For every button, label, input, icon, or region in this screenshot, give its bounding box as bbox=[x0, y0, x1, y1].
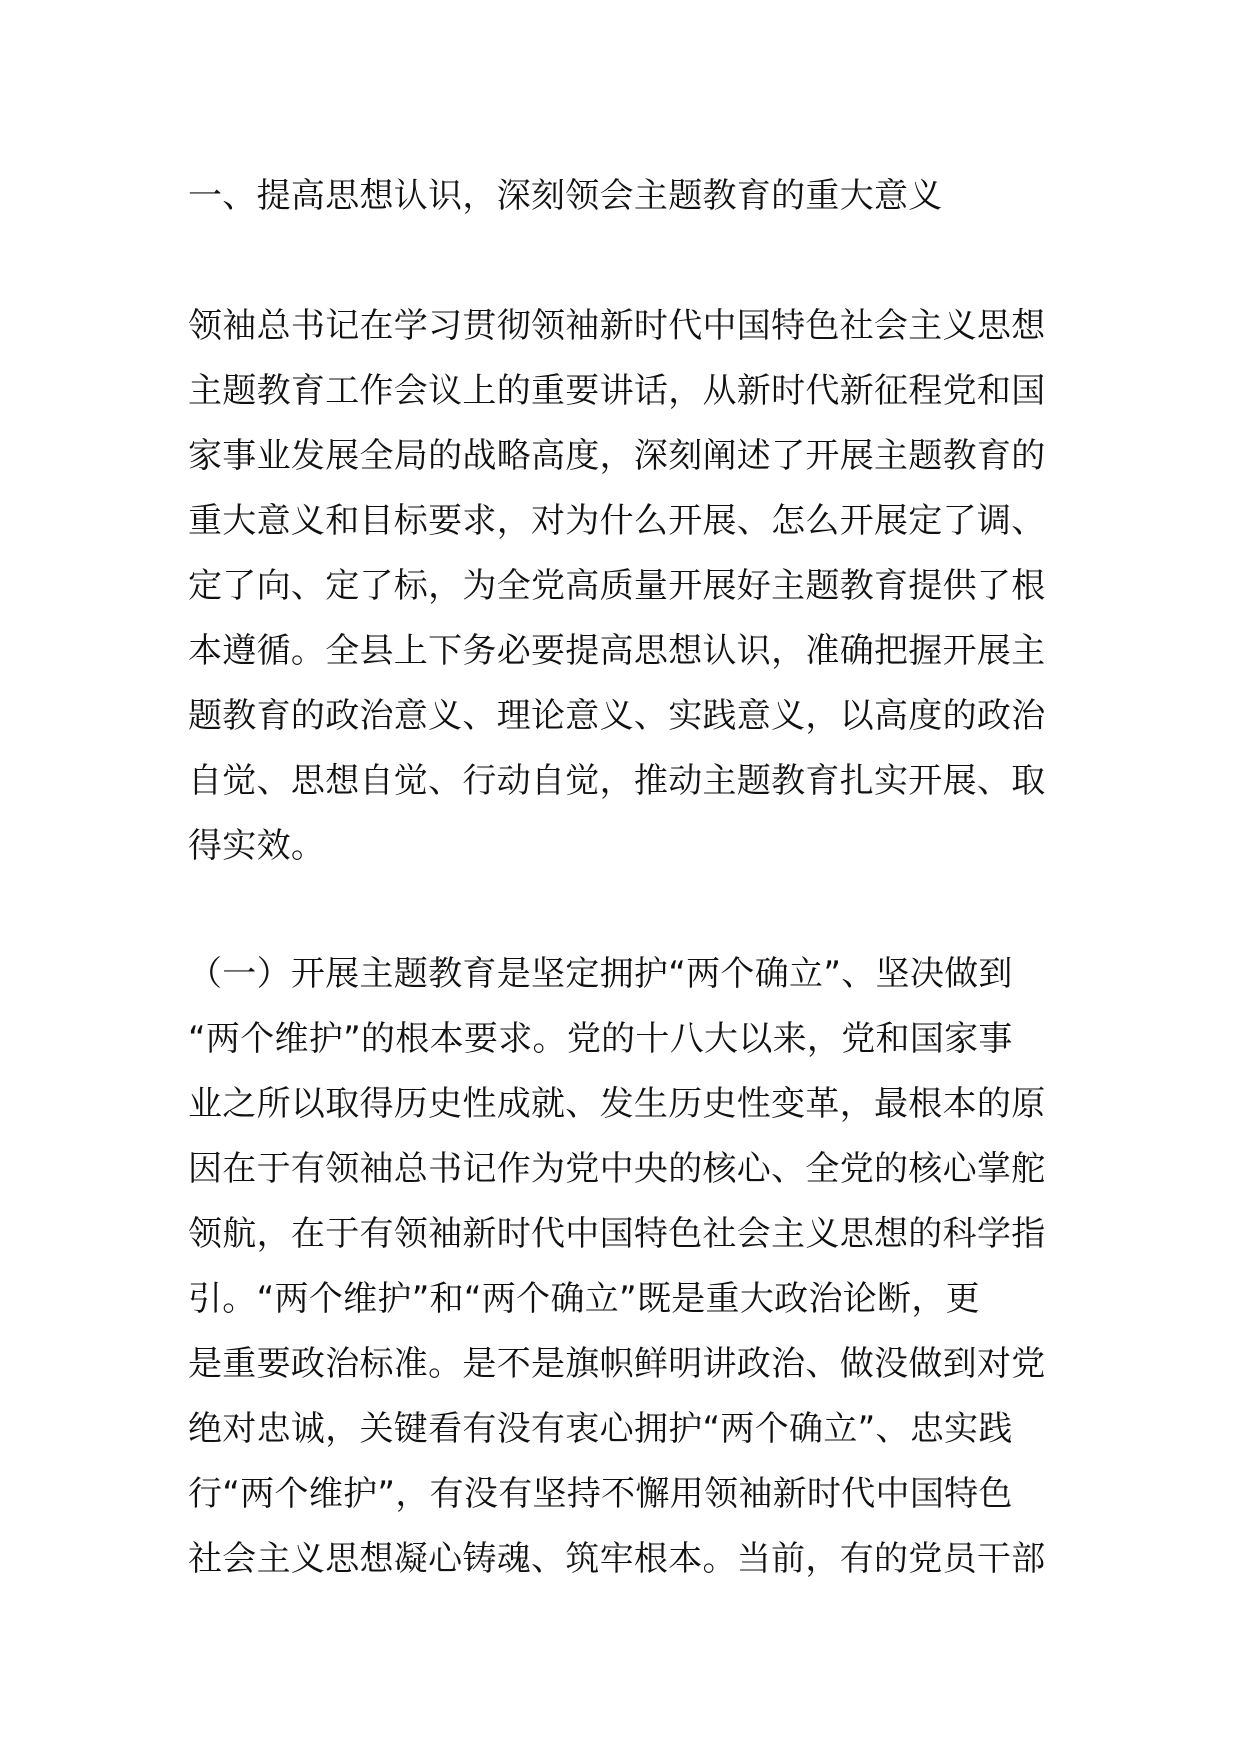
paragraph-line: 本遵循。全县上下务必要提高思想认识，准确把握开展主 bbox=[188, 631, 1046, 671]
paragraph-line: 行“两个维护”，有没有坚持不懈用领袖新时代中国特色 bbox=[188, 1474, 1013, 1514]
paragraph-line: 题教育的政治意义、理论意义、实践意义，以高度的政治 bbox=[188, 696, 1046, 736]
paragraph-line: 得实效。 bbox=[188, 826, 326, 866]
paragraph-line: 定了向、定了标，为全党高质量开展好主题教育提供了根 bbox=[188, 566, 1046, 606]
paragraph-line: （一）开展主题教育是坚定拥护“两个确立”、坚决做到 bbox=[188, 954, 1013, 994]
paragraph-line: 业之所以取得历史性成就、发生历史性变革，最根本的原 bbox=[188, 1084, 1046, 1124]
paragraph-line: “两个维护”的根本要求。党的十八大以来，党和国家事 bbox=[188, 1019, 1013, 1059]
paragraph-line: 引。“两个维护”和“两个确立”既是重大政治论断，更 bbox=[188, 1279, 980, 1319]
paragraph-line: 社会主义思想凝心铸魂、筑牢根本。当前，有的党员干部 bbox=[188, 1539, 1046, 1579]
paragraph-line: 领航，在于有领袖新时代中国特色社会主义思想的科学指 bbox=[188, 1214, 1046, 1254]
heading-text: 一、提高思想认识，深刻领会主题教育的重大意义 bbox=[188, 176, 943, 216]
paragraph-2 bbox=[188, 942, 1056, 1592]
paragraph-line: 绝对忠诚，关键看有没有衷心拥护“两个确立”、忠实践 bbox=[188, 1409, 1013, 1449]
paragraph-line: 领袖总书记在学习贯彻领袖新时代中国特色社会主义思想 bbox=[188, 306, 1046, 346]
paragraph-line: 因在于有领袖总书记作为党中央的核心、全党的核心掌舵 bbox=[188, 1149, 1046, 1189]
paragraph-line: 重大意义和目标要求，对为什么开展、怎么开展定了调、 bbox=[188, 501, 1046, 541]
paragraph-1 bbox=[188, 294, 1056, 879]
section-heading bbox=[188, 164, 1056, 229]
paragraph-line: 主题教育工作会议上的重要讲话，从新时代新征程党和国 bbox=[188, 371, 1046, 411]
paragraph-line: 自觉、思想自觉、行动自觉，推动主题教育扎实开展、取 bbox=[188, 761, 1046, 801]
paragraph-line: 是重要政治标准。是不是旗帜鲜明讲政治、做没做到对党 bbox=[188, 1344, 1046, 1384]
paragraph-line: 家事业发展全局的战略高度，深刻阐述了开展主题教育的 bbox=[188, 436, 1046, 476]
